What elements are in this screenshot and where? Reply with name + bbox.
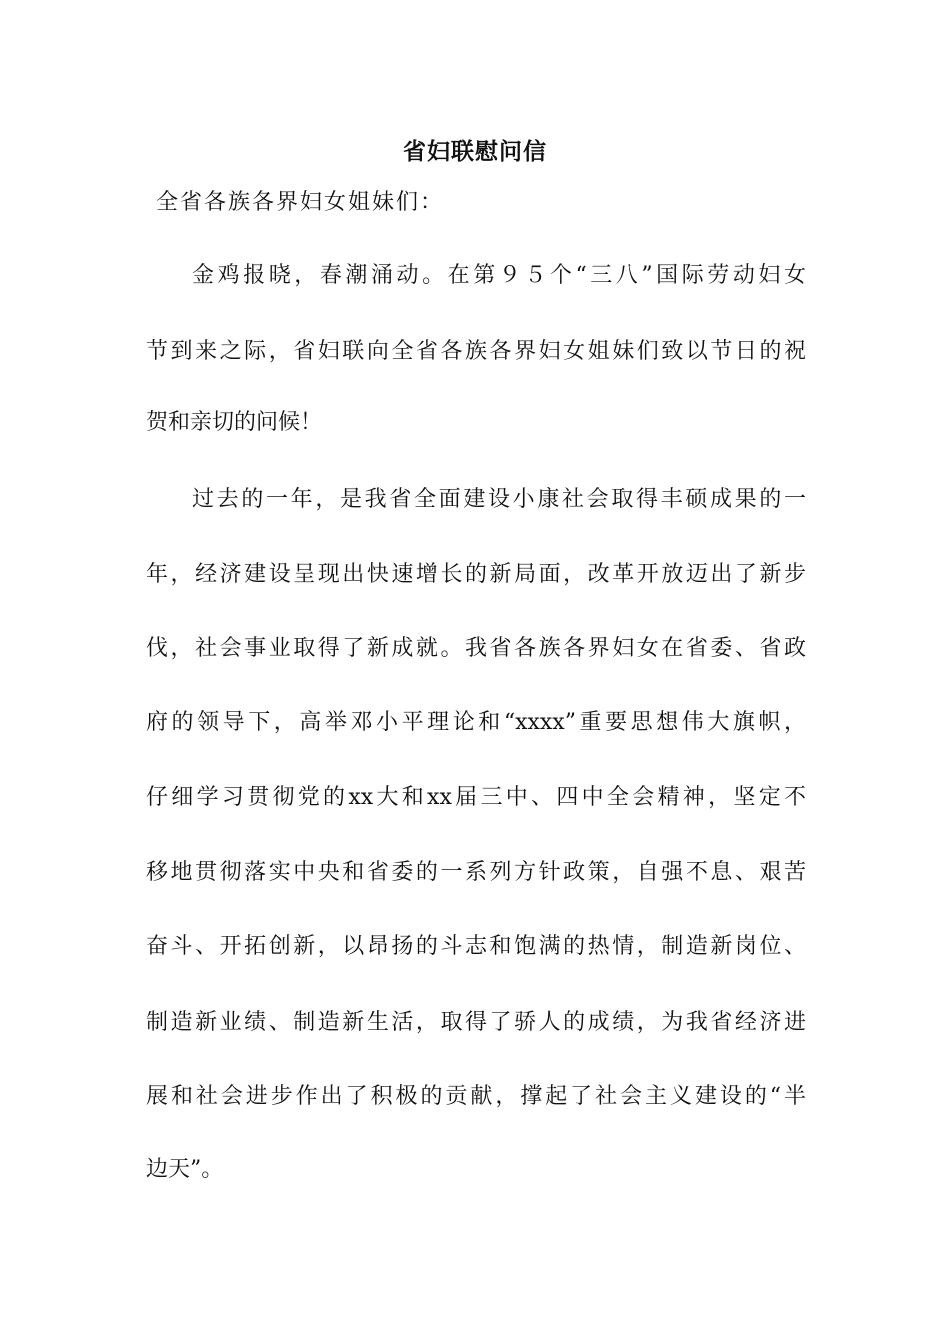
paragraph-2-line-3: 伐，社会事业取得了新成就。我省各族各界妇女在省委、省政 (146, 636, 806, 661)
paragraph-1-line-3: 贺和亲切的问候！ (146, 410, 323, 435)
paragraph-2-line-7: 奋斗、开拓创新，以昂扬的斗志和饱满的热情，制造新岗位、 (146, 934, 806, 959)
paragraph-2-line-2: 年，经济建设呈现出快速增长的新局面，改革开放迈出了新步 (146, 562, 806, 587)
paragraph-2-line-9: 展和社会进步作出了积极的贡献，撑起了社会主义建设的“半 (146, 1084, 806, 1109)
paragraph-2-line-1: 过去的一年，是我省全面建设小康社会取得丰硕成果的一 (192, 487, 806, 512)
paragraph-2-line-4: 府的领导下，高举邓小平理论和“xxxx”重要思想伟大旗帜， (146, 710, 806, 735)
paragraph-2-line-10: 边天”。 (146, 1157, 224, 1182)
document-title: 省妇联慰问信 (403, 139, 547, 165)
paragraph-2-line-5: 仔细学习贯彻党的xx大和xx届三中、四中全会精神，坚定不 (146, 785, 806, 810)
paragraph-1-line-2: 节到来之际，省妇联向全省各族各界妇女姐妹们致以节日的祝 (146, 339, 806, 364)
paragraph-2-line-6: 移地贯彻落实中央和省委的一系列方针政策，自强不息、艰苦 (146, 860, 806, 885)
salutation: 全省各族各界妇女姐妹们： (156, 190, 445, 215)
paragraph-2-line-8: 制造新业绩、制造新生活，取得了骄人的成绩，为我省经济进 (146, 1010, 806, 1035)
paragraph-1-line-1: 金鸡报晓，春潮涌动。在第９５个“三八”国际劳动妇女 (192, 263, 806, 288)
